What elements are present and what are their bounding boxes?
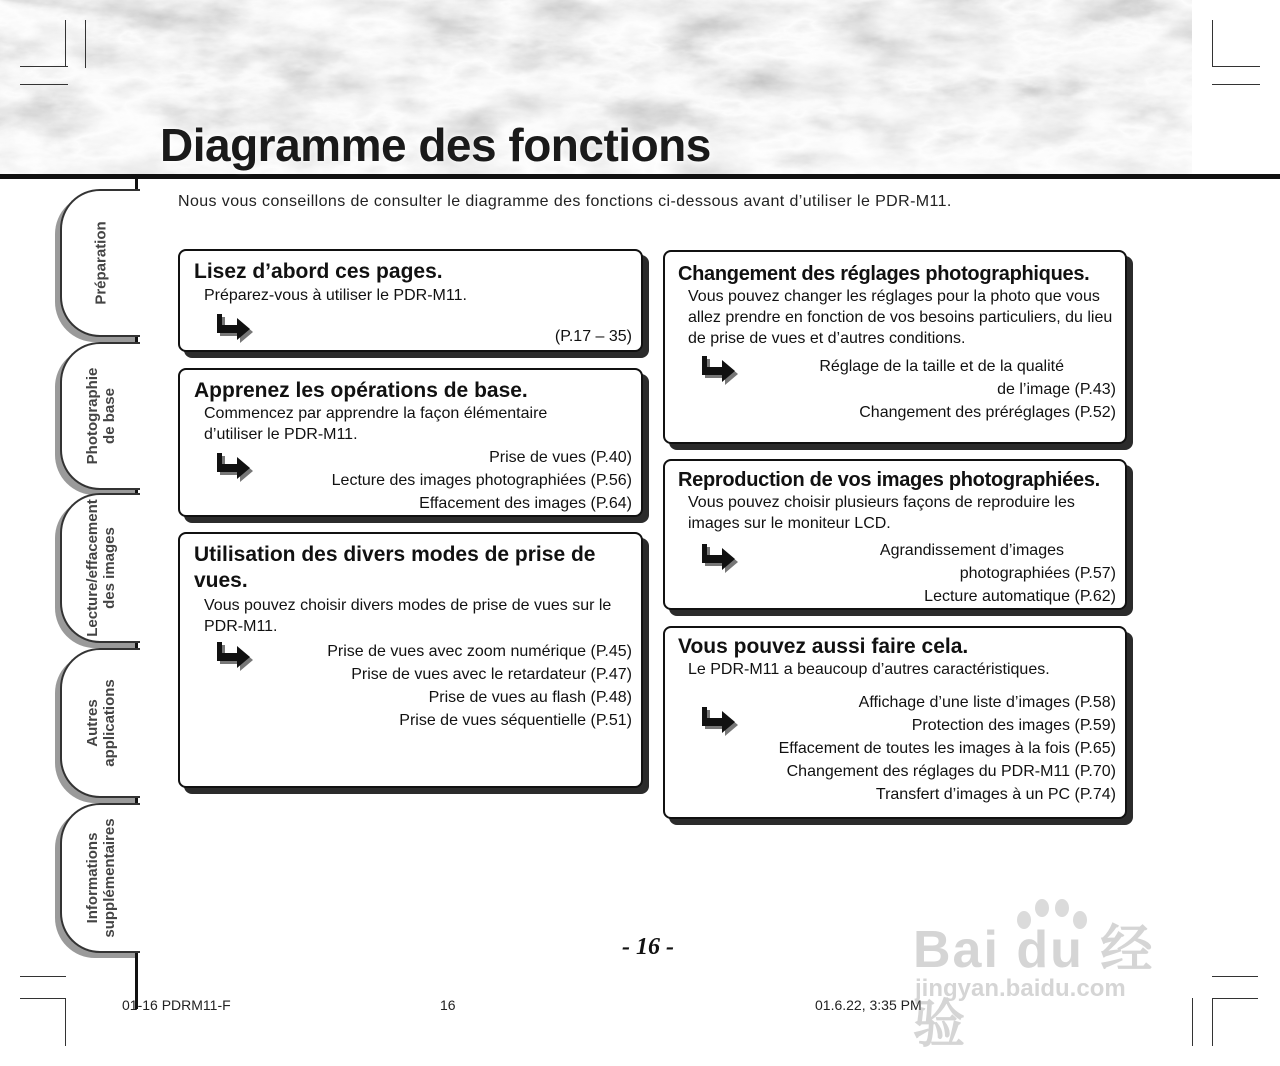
- page-reference[interactable]: Prise de vues séquentielle (P.51): [399, 712, 632, 729]
- page-references: [332, 446, 632, 515]
- section-tab-informations[interactable]: [60, 803, 140, 953]
- crop-mark: [20, 66, 68, 67]
- box-heading: Utilisation des divers modes de prise de vues.: [194, 543, 596, 592]
- arrow-icon: [214, 640, 258, 672]
- tab-label: des images: [101, 527, 118, 609]
- box-heading: Vous pouvez aussi faire cela.: [678, 635, 969, 658]
- box-description: Commencez par apprendre la façon élémentaire d’utiliser le PDR-M11.: [204, 405, 548, 443]
- page-reference[interactable]: photographiées (P.57): [959, 565, 1116, 582]
- page-references: [880, 539, 1116, 608]
- section-tab-photographie[interactable]: [60, 342, 140, 490]
- page-references: [779, 691, 1116, 806]
- footer-filename: 01-16 PDRM11-F: [122, 997, 231, 1013]
- tab-label: Lecture/effacement: [84, 499, 101, 637]
- box-utilisation: [178, 532, 643, 788]
- tab-label: supplémentaires: [101, 818, 118, 938]
- box-heading: Changement des réglages photographiques.: [678, 263, 1090, 285]
- watermark-url: jingyan.baidu.com: [915, 975, 1126, 1002]
- box-heading: Apprenez les opérations de base.: [194, 379, 528, 402]
- page-reference[interactable]: (P.17 – 35): [554, 328, 632, 345]
- section-tab-autres[interactable]: [60, 648, 140, 798]
- page-number: - 16 -: [622, 934, 674, 960]
- tab-label: applications: [101, 679, 118, 767]
- crop-mark: [20, 84, 68, 85]
- tab-label: de base: [101, 388, 118, 444]
- crop-mark: [20, 976, 66, 977]
- box-aussi: [663, 626, 1127, 819]
- page-references: [819, 355, 1116, 424]
- box-description: Préparez-vous à utiliser le PDR-M11.: [204, 287, 467, 304]
- box-heading: Lisez d’abord ces pages.: [194, 260, 443, 283]
- tab-label: Préparation: [92, 221, 110, 305]
- page-reference[interactable]: Changement des réglages du PDR-M11 (P.70): [786, 763, 1116, 780]
- box-description: Vous pouvez changer les réglages pour la photo que vous allez prendre en fonction de vos besoins particuliers, du lieu de prise de vues et d’autres conditions.: [688, 288, 1113, 347]
- page-reference[interactable]: Prise de vues avec zoom numérique (P.45): [327, 643, 632, 660]
- box-reproduction: [663, 459, 1127, 610]
- crop-mark: [65, 998, 66, 1046]
- section-tab-lecture[interactable]: [60, 493, 140, 643]
- crop-mark: [1212, 20, 1213, 66]
- box-description: Vous pouvez choisir divers modes de prise de vues sur le PDR-M11.: [204, 597, 612, 635]
- arrow-icon: [214, 451, 258, 483]
- page-reference[interactable]: Affichage d’une liste d’images (P.58): [858, 694, 1116, 711]
- page-reference[interactable]: Prise de vues (P.40): [489, 449, 632, 466]
- tab-label: Informations: [84, 832, 101, 924]
- box-changement: [663, 250, 1127, 444]
- page-references: [555, 325, 632, 348]
- page-reference[interactable]: Lecture automatique (P.62): [924, 588, 1116, 605]
- box-apprenez: [178, 368, 643, 517]
- crop-mark: [65, 20, 66, 66]
- footer-sheet-number: 16: [440, 997, 456, 1013]
- intro-text: Nous vous conseillons de consulter le diagramme des fonctions ci-dessous avant d’utiliser le PDR-M11.: [178, 193, 952, 210]
- watermark-brand: Bai du 经验: [913, 921, 1155, 1054]
- crop-mark: [1212, 998, 1213, 1046]
- box-heading: Reproduction de vos images photographiées.: [678, 469, 1100, 491]
- page-title: Diagramme des fonctions: [160, 119, 711, 171]
- page-reference[interactable]: Lecture des images photographiées (P.56): [331, 472, 632, 489]
- page-reference[interactable]: de l’image (P.43): [997, 381, 1116, 398]
- tab-label: Photographie: [84, 367, 101, 465]
- page-reference[interactable]: Effacement des images (P.64): [419, 495, 632, 512]
- arrow-icon: [214, 312, 258, 344]
- crop-mark: [1212, 998, 1258, 999]
- arrow-icon: [699, 542, 743, 574]
- tab-label: Autres: [84, 699, 101, 747]
- crop-mark: [85, 20, 86, 68]
- box-description: Vous pouvez choisir plusieurs façons de reproduire les images sur le moniteur LCD.: [688, 494, 1075, 532]
- crop-mark: [1212, 976, 1258, 977]
- arrow-icon: [699, 354, 743, 386]
- header-rule: [0, 174, 1280, 179]
- page-reference[interactable]: Effacement de toutes les images à la fois (P.65): [778, 740, 1116, 757]
- arrow-icon: [699, 705, 743, 737]
- crop-mark: [20, 998, 66, 999]
- crop-mark: [1212, 84, 1260, 85]
- page-reference[interactable]: Protection des images (P.59): [911, 717, 1116, 734]
- footer-date: 01.6.22, 3:35 PM: [815, 997, 922, 1013]
- page-reference[interactable]: Réglage de la taille et de la qualité: [819, 358, 1064, 375]
- baidu-watermark: [905, 895, 1205, 1054]
- page-reference[interactable]: Prise de vues au flash (P.48): [428, 689, 632, 706]
- section-tab-preparation[interactable]: [60, 189, 140, 337]
- box-description: Le PDR-M11 a beaucoup d’autres caractéristiques.: [688, 661, 1050, 678]
- box-lisez: [178, 249, 643, 352]
- page-reference[interactable]: Prise de vues avec le retardateur (P.47): [351, 666, 632, 683]
- page-reference[interactable]: Agrandissement d’images: [879, 542, 1064, 559]
- page-references: [327, 640, 632, 732]
- page-reference[interactable]: Transfert d’images à un PC (P.74): [875, 786, 1116, 803]
- crop-mark: [1212, 66, 1260, 67]
- page-reference[interactable]: Changement des préréglages (P.52): [859, 404, 1116, 421]
